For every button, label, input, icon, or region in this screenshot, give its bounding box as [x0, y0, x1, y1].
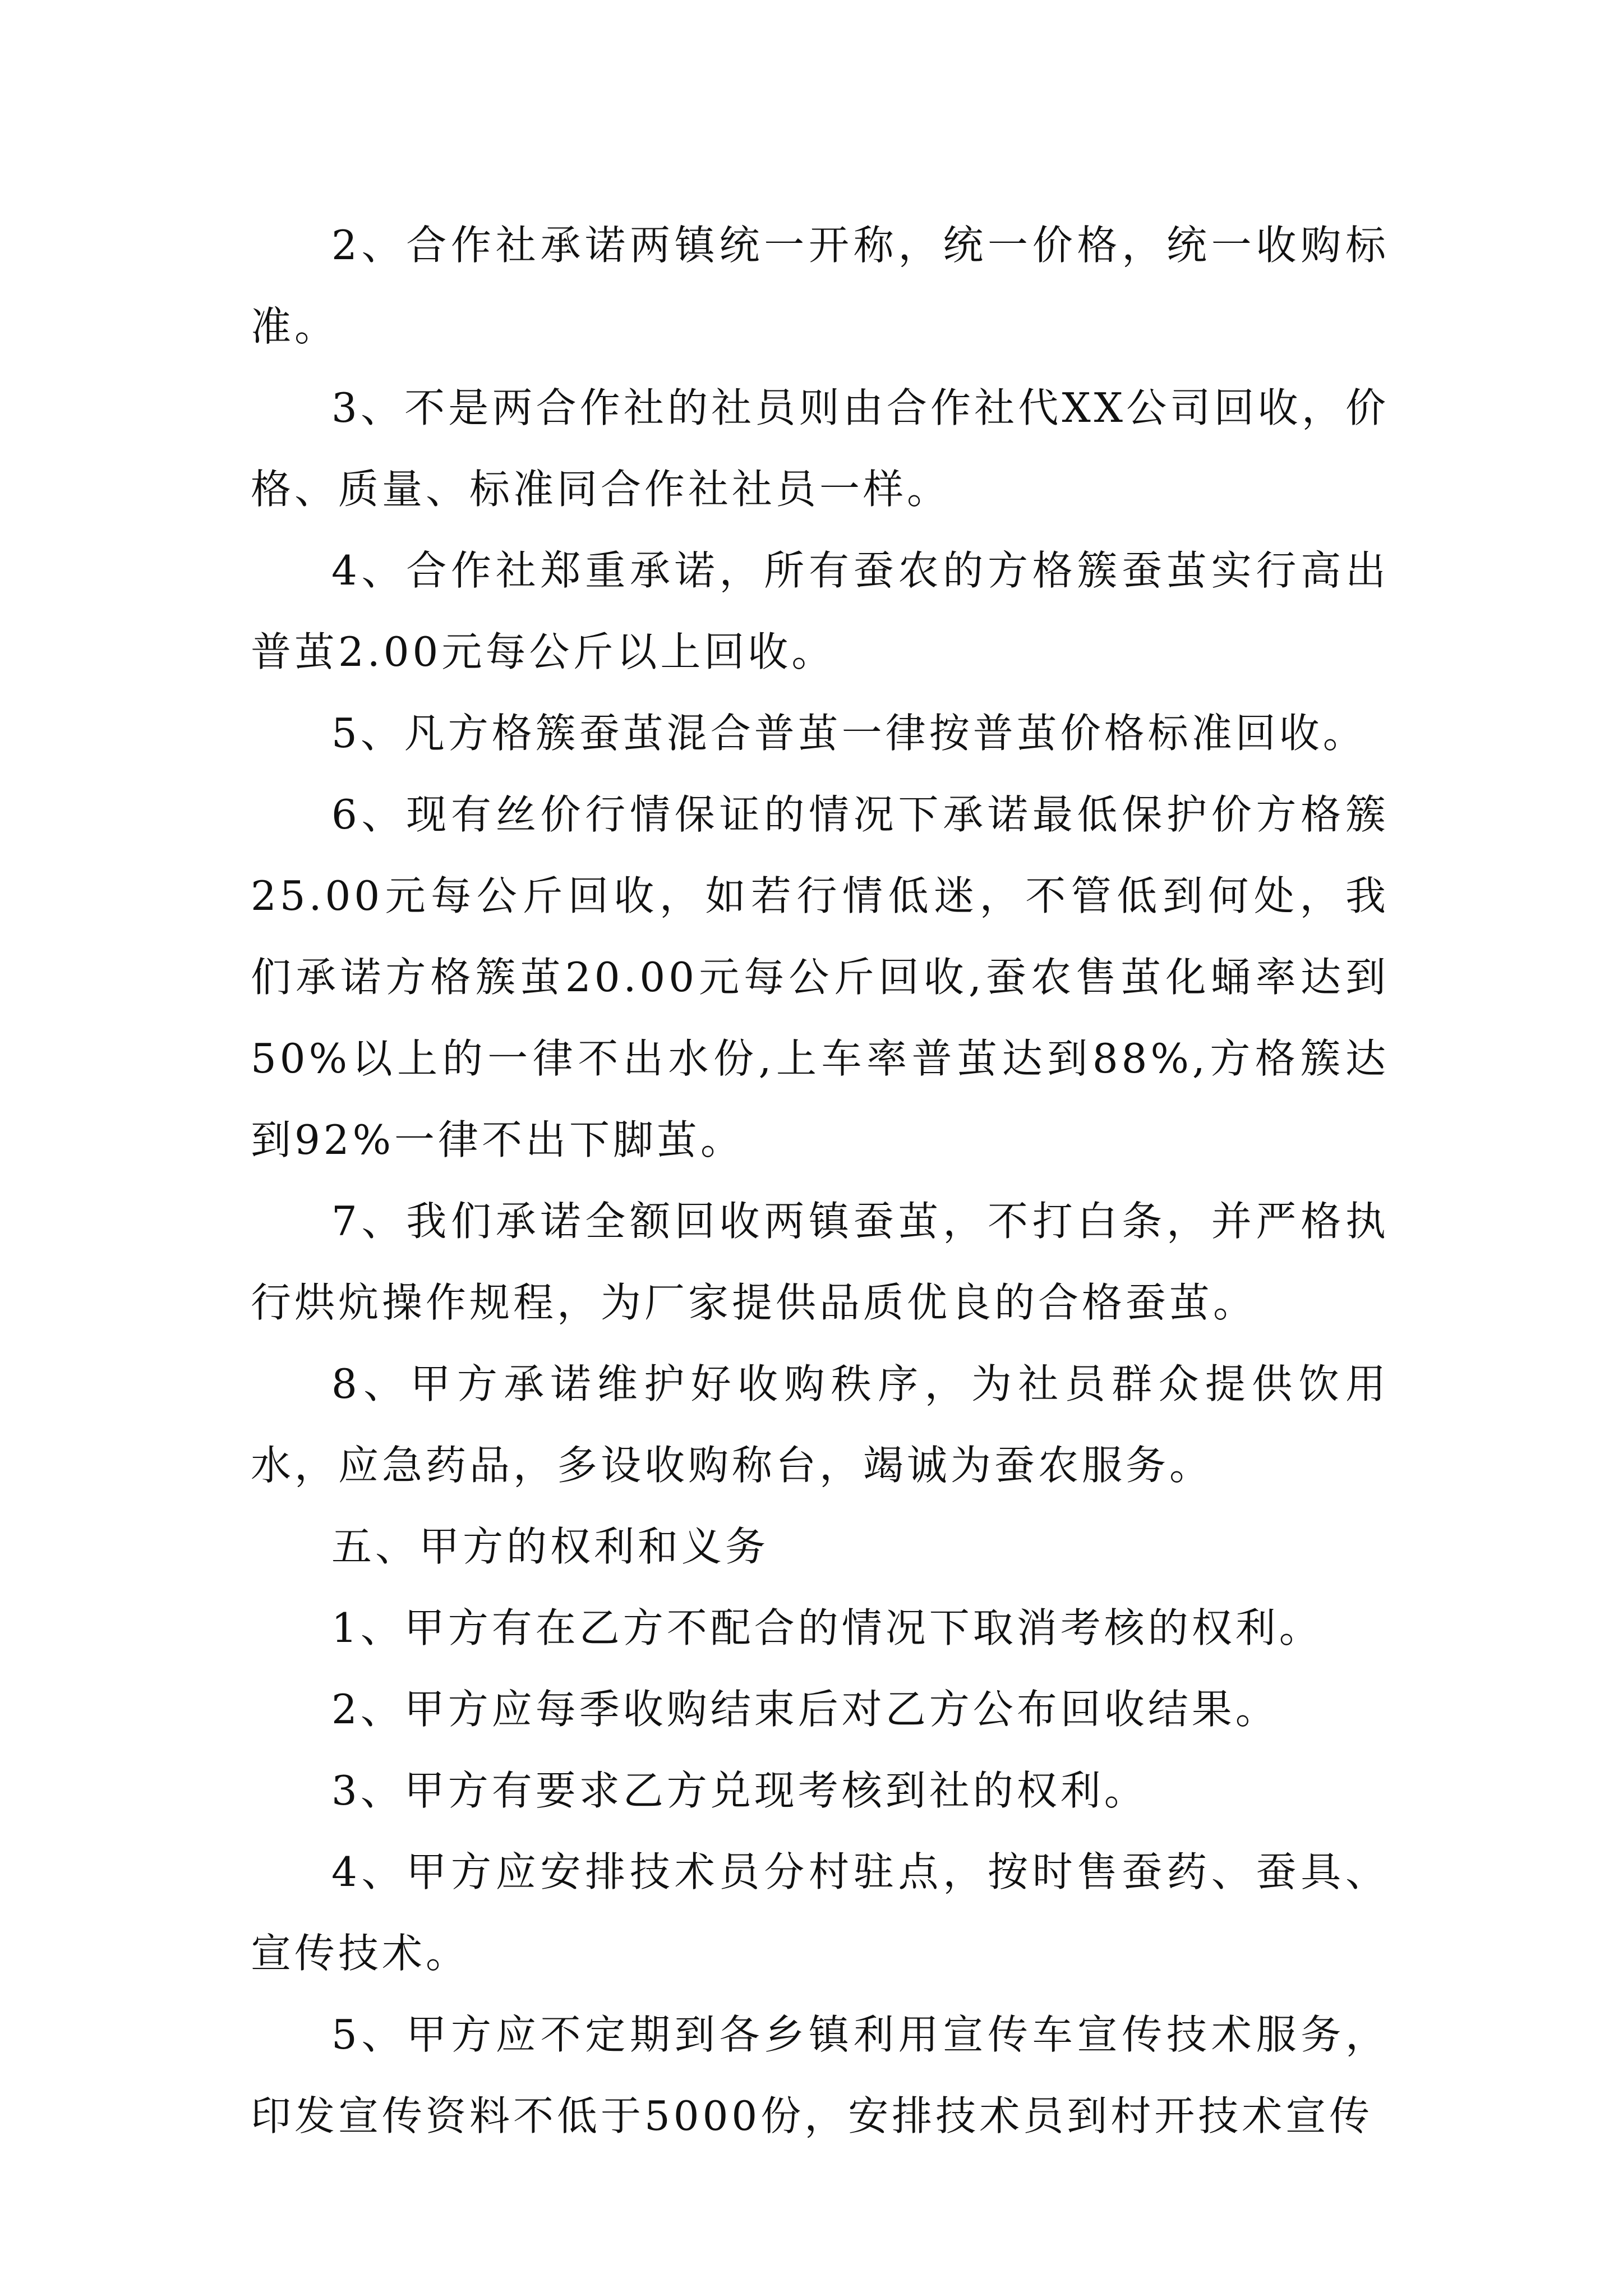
- section-item-1: 1、甲方有在乙方不配合的情况下取消考核的权利。: [331, 1604, 1323, 1651]
- section-item-5: 5、甲方应不定期到各乡镇利用宣传车宣传技术服务，印发宣传资料不低于5000份，安排技术员到村开技术宣传: [251, 2011, 1389, 2139]
- paragraph-item-4: 4、合作社郑重承诺，所有蚕农的方格簇蚕茧实行高出普茧2.00元每公斤以上回收。: [251, 547, 1389, 675]
- paragraph-item-8: 8、甲方承诺维护好收购秩序，为社员群众提供饮用水，应急药品，多设收购称台，竭诚为蚕农服务。: [251, 1360, 1389, 1489]
- section-heading: 五、甲方的权利和义务: [331, 1523, 769, 1570]
- paragraph-item-7: 7、我们承诺全额回收两镇蚕茧，不打白条，并严格执行烘炕操作规程，为厂家提供品质优良的合格蚕茧。: [251, 1198, 1389, 1326]
- section-item-3: 3、甲方有要求乙方兑现考核到社的权利。: [331, 1767, 1148, 1814]
- paragraph-item-3: 3、不是两合作社的社员则由合作社代XX公司回收，价格、质量、标准同合作社社员一样。: [251, 384, 1389, 513]
- paragraph-item-6: 6、现有丝价行情保证的情况下承诺最低保护价方格簇25.00元每公斤回收，如若行情低迷，不管低到何处，我们承诺方格簇茧20.00元每公斤回收,蚕农售茧化蛹率达到50%以上的一律不出水份,上车率普茧达到88%,方格簇达到92%一律不出下脚茧。: [251, 791, 1389, 1163]
- section-item-4: 4、甲方应安排技术员分村驻点，按时售蚕药、蚕具、宣传技术。: [251, 1848, 1389, 1977]
- section-item-2: 2、甲方应每季收购结束后对乙方公布回收结果。: [331, 1686, 1279, 1733]
- document-body: [251, 205, 1389, 2157]
- paragraph-item-5: 5、凡方格簇蚕茧混合普茧一律按普茧价格标准回收。: [331, 710, 1367, 757]
- paragraph-item-2: 2、合作社承诺两镇统一开称，统一价格，统一收购标准。: [251, 222, 1389, 350]
